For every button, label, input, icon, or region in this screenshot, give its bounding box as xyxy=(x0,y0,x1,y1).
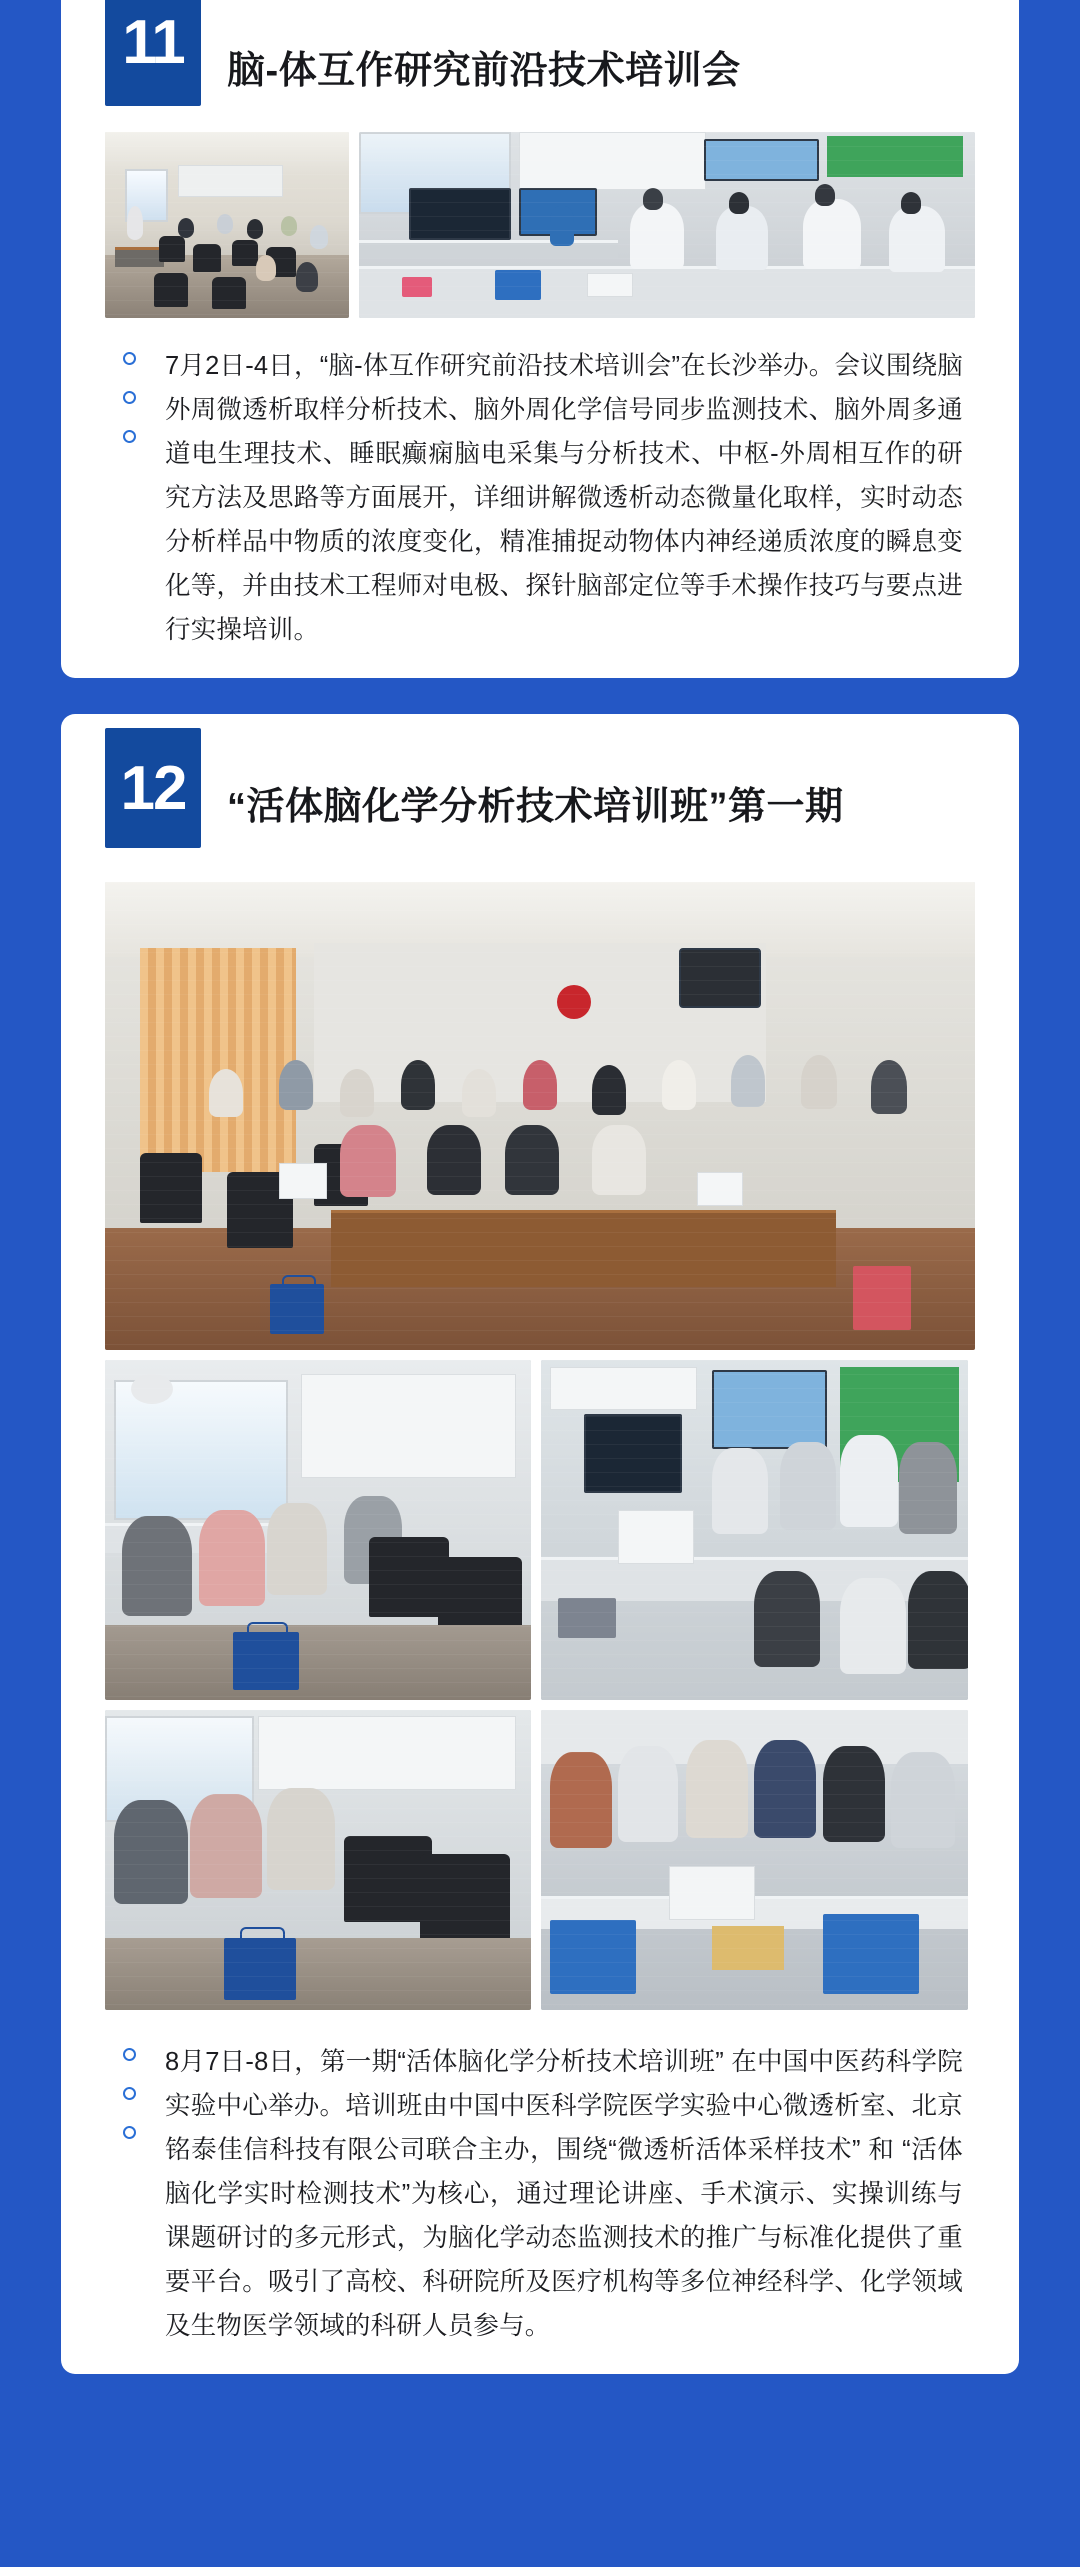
bullet-markers-12 xyxy=(123,2048,136,2139)
section-paragraph-12: 8月7日-8日，第一期“活体脑化学分析技术培训班” 在中国中医药科学院实验中心举办。培训班由中国中医科学院医学实验中心微透析室、北京铭泰佳信科技有限公司联合主办，围绕“微透析活体采样技术” 和 “活体脑化学实时检测技术”为核心，通过理论讲座、手术演示、实操训练与课题研讨的多元形式，为脑化学动态监测技术的推广与标准化提供了重要平台。吸引了高校、科研院所及医疗机构等多位神经科学、化学领域及生物医学领域的科研人员参与。 xyxy=(165,2048,963,2340)
section-body-12 xyxy=(61,2010,1019,2348)
lecture-hall-photo xyxy=(105,132,349,318)
section-number-badge-11: 11 xyxy=(105,0,201,106)
equipment-demo-photo xyxy=(541,1360,967,1700)
section-title-11: 脑-体互作研究前沿技术培训会 xyxy=(227,49,741,92)
bullet-icon xyxy=(123,430,136,443)
bullet-icon xyxy=(123,352,136,365)
bullet-markers-11 xyxy=(123,352,136,443)
bullet-icon xyxy=(123,2048,136,2061)
surgery-demo-photo xyxy=(105,1710,531,2010)
hands-on-photo xyxy=(541,1710,967,2010)
classroom-wide-photo xyxy=(105,882,975,1350)
section-paragraph-11: 7月2日-4日，“脑-体互作研究前沿技术培训会”在长沙举办。会议围绕脑外周微透析取样分析技术、脑外周化学信号同步监测技术、脑外周多通道电生理技术、睡眠癫痫脑电采集与分析技术、中枢-外周相互作的研究方法及思路等方面展开，详细讲解微透析动态微量化取样，实时动态分析样品中物质的浓度变化，精准捕捉动物体内神经递质浓度的瞬息变化等，并由技术工程师对电极、探针脑部定位等手术操作技巧与要点进行实操培训。 xyxy=(165,352,963,644)
section-body-11 xyxy=(61,318,1019,652)
photo-row-11 xyxy=(61,132,1019,318)
section-card-11 xyxy=(61,0,1019,678)
photo-block-12 xyxy=(61,882,1019,2010)
section-card-12 xyxy=(61,714,1019,2374)
lab-training-photo xyxy=(359,132,975,318)
bullet-icon xyxy=(123,391,136,404)
bullet-icon xyxy=(123,2087,136,2100)
lab-audience-photo xyxy=(105,1360,531,1700)
section-title-12: “活体脑化学分析技术培训班”第一期 xyxy=(227,785,844,828)
section-header-11 xyxy=(61,0,1019,132)
section-number-badge-12: 12 xyxy=(105,728,201,848)
section-header-12 xyxy=(61,736,1019,868)
bullet-icon xyxy=(123,2126,136,2139)
